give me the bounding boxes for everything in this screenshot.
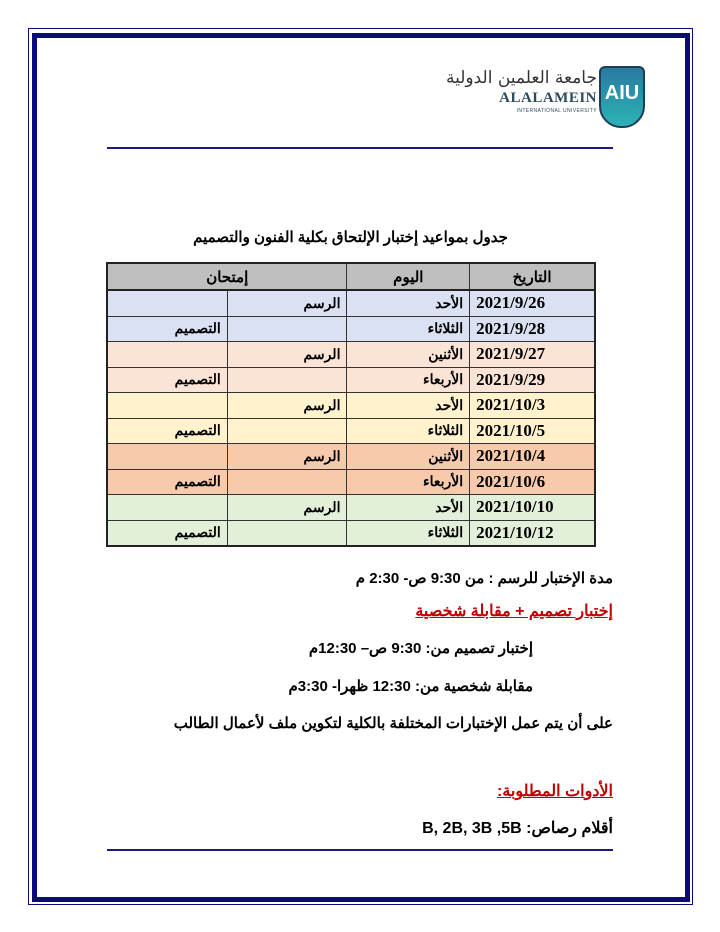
design-exam-cell [107, 393, 227, 419]
day-cell: الثلاثاء [347, 418, 470, 444]
drawing-exam-cell [227, 316, 347, 342]
date-cell: 2021/9/26 [470, 290, 595, 316]
drawing-exam-cell: الرسم [227, 290, 347, 316]
university-logo [445, 66, 645, 132]
header-date: التاريخ [470, 263, 595, 290]
day-cell: الأثنين [347, 342, 470, 368]
logo-arabic: جامعة العلمين الدولية [445, 68, 597, 88]
date-cell: 2021/10/3 [470, 393, 595, 419]
drawing-exam-cell: الرسم [227, 444, 347, 470]
header-day: اليوم [347, 263, 470, 290]
portfolio-note: على أن يتم عمل الإختبارات المختلفة بالكلية لتكوين ملف لأعمال الطالب [173, 715, 613, 732]
design-exam-cell [107, 495, 227, 521]
date-cell: 2021/10/10 [470, 495, 595, 521]
table-row [107, 444, 595, 470]
design-exam-cell [107, 444, 227, 470]
date-cell: 2021/9/28 [470, 316, 595, 342]
tools-heading: الأدوات المطلوبة: [497, 783, 613, 800]
date-cell: 2021/9/29 [470, 367, 595, 393]
schedule-table [106, 262, 596, 547]
logo-subtitle: INTERNATIONAL UNIVERSITY [516, 108, 597, 114]
table-row [107, 367, 595, 393]
date-cell: 2021/10/6 [470, 469, 595, 495]
day-cell: الأحد [347, 495, 470, 521]
drawing-duration: مدة الإختبار للرسم : من 9:30 ص- 2:30 م [355, 570, 613, 587]
header-exam: إمتحان [107, 263, 347, 290]
drawing-exam-cell [227, 469, 347, 495]
day-cell: الأربعاء [347, 367, 470, 393]
table-row [107, 342, 595, 368]
table-row [107, 520, 595, 546]
design-exam-cell [107, 290, 227, 316]
design-exam-cell: التصميم [107, 316, 227, 342]
drawing-exam-cell: الرسم [227, 393, 347, 419]
design-exam-cell: التصميم [107, 469, 227, 495]
day-cell: الثلاثاء [347, 520, 470, 546]
footer-divider [107, 849, 613, 851]
drawing-exam-cell [227, 367, 347, 393]
design-exam-cell: التصميم [107, 367, 227, 393]
design-time: إختبار تصميم من: 9:30 ص– 12:30م [308, 640, 533, 657]
page-title: جدول بمواعيد إختبار الإلتحاق بكلية الفنون والتصميم [193, 229, 508, 246]
header-divider [107, 147, 613, 149]
drawing-exam-cell: الرسم [227, 495, 347, 521]
table-row [107, 316, 595, 342]
interview-time: مقابلة شخصية من: 12:30 ظهرا- 3:30م [288, 678, 533, 695]
table-row [107, 393, 595, 419]
table-row [107, 495, 595, 521]
design-interview-heading: إختبار تصميم + مقابلة شخصية [415, 603, 613, 620]
day-cell: الأربعاء [347, 469, 470, 495]
design-exam-cell [107, 342, 227, 368]
design-exam-cell: التصميم [107, 418, 227, 444]
day-cell: الأحد [347, 393, 470, 419]
table-row [107, 469, 595, 495]
pencils-list: أقلام رصاص: B, 2B, 3B ,5B [422, 820, 613, 837]
table-row [107, 290, 595, 316]
date-cell: 2021/10/4 [470, 444, 595, 470]
drawing-exam-cell [227, 418, 347, 444]
drawing-exam-cell: الرسم [227, 342, 347, 368]
day-cell: الأثنين [347, 444, 470, 470]
date-cell: 2021/10/12 [470, 520, 595, 546]
table-row [107, 418, 595, 444]
day-cell: الثلاثاء [347, 316, 470, 342]
design-exam-cell: التصميم [107, 520, 227, 546]
day-cell: الأحد [347, 290, 470, 316]
shield-icon: AIU [599, 66, 645, 128]
date-cell: 2021/10/5 [470, 418, 595, 444]
date-cell: 2021/9/27 [470, 342, 595, 368]
drawing-exam-cell [227, 520, 347, 546]
logo-name: ALALAMEIN [499, 90, 597, 106]
